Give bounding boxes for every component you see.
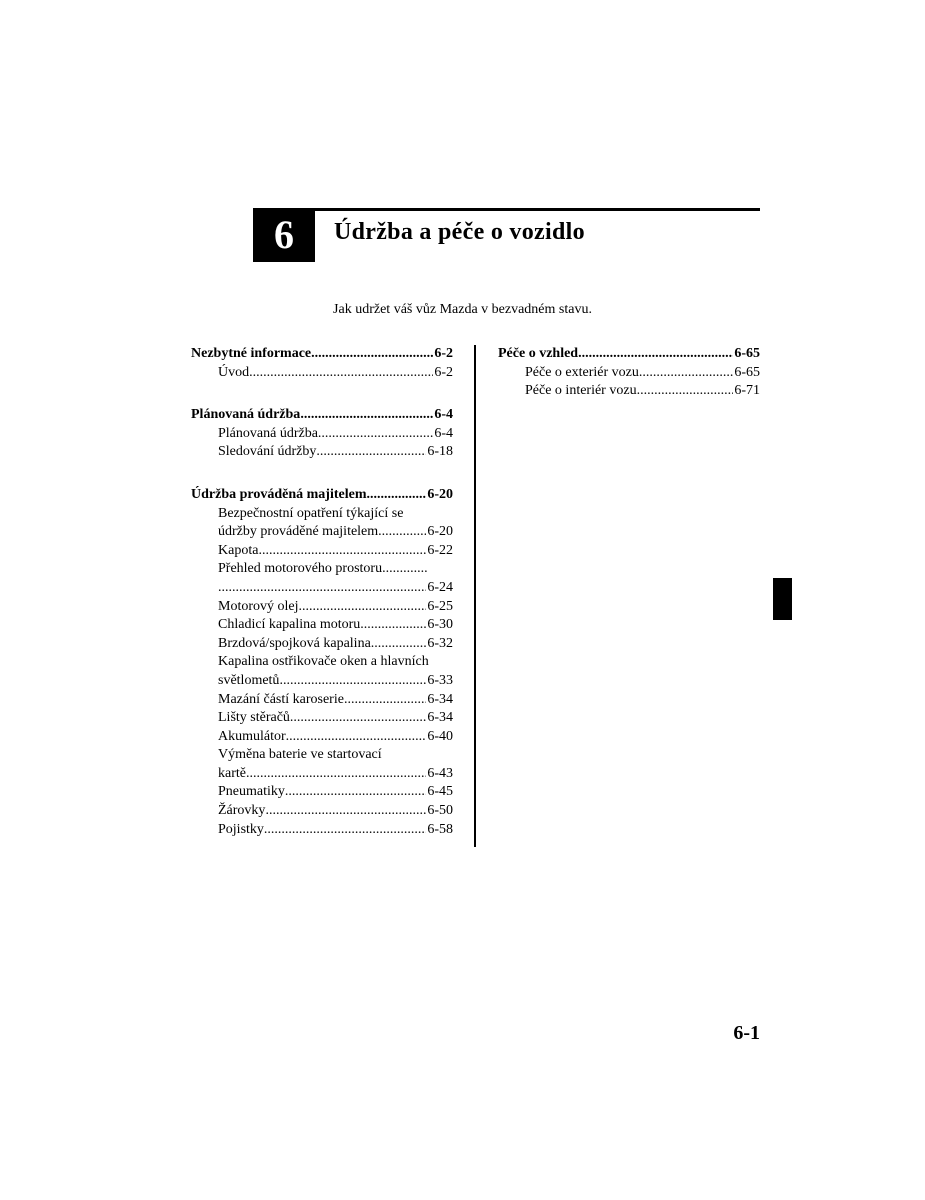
entry-page: 6-20 [427,524,453,540]
entry-text: Žárovky [218,803,266,819]
leader-dots [367,486,427,505]
entry-text: kartě [218,765,246,781]
section-page: 6-4 [434,407,453,423]
entry-page: 6-2 [434,364,453,380]
toc-entry[interactable] [191,616,453,635]
toc-entry[interactable] [191,598,453,617]
toc-section [191,345,453,382]
chapter-title: Údržba a péče o vozidlo [334,219,585,245]
toc-entry-lead: Přehled motorového prostoru............. [218,561,428,577]
entry-page: 6-65 [734,364,760,380]
leader-dots [371,635,427,654]
leader-dots [378,523,426,542]
chapter-intro: Jak udržet váš vůz Mazda v bezvadném stavu. [333,302,592,317]
leader-dots [286,728,427,747]
entry-text: Péče o interiér vozu [525,383,637,399]
entry-page: 6-34 [427,710,453,726]
toc-section-title[interactable] [191,345,453,364]
entry-page: 6-34 [427,691,453,707]
leader-dots [300,406,433,425]
leader-dots [318,425,433,444]
column-divider [474,345,476,847]
entry-text: Péče o exteriér vozu [525,364,639,380]
section-page: 6-2 [434,346,453,361]
toc-entry[interactable] [191,443,453,462]
entry-text: Pneumatiky [218,784,285,800]
leader-dots [637,382,734,401]
entry-text: Úvod [218,364,250,380]
toc-section-title[interactable] [191,486,453,505]
toc-entry[interactable] [498,364,760,383]
toc-entry[interactable] [191,821,453,840]
toc-entry[interactable] [191,802,453,821]
toc-entry[interactable] [191,542,453,561]
page-number: 6-1 [733,1022,760,1044]
entry-text: údržby prováděné majitelem [218,524,379,540]
toc-entry-lead: Bezpečnostní opatření týkající se [218,505,404,521]
section-title-text: Nezbytné informace [191,346,312,361]
toc-entry[interactable] [191,672,453,691]
entry-page: 6-33 [427,672,453,688]
toc-entry[interactable] [191,635,453,654]
leader-dots [578,345,733,364]
entry-text: Brzdová/spojková kapalina [218,635,371,651]
entry-text: Sledování údržby [218,444,317,460]
toc-entry[interactable] [498,382,760,401]
leader-dots [249,364,433,383]
leader-dots [279,672,426,691]
leader-dots [246,765,426,784]
entry-page: 6-43 [427,765,453,781]
leader-dots [265,802,426,821]
leader-dots [360,616,426,635]
toc-section [498,345,760,401]
entry-text: Akumulátor [218,728,286,744]
toc-entry[interactable] [191,783,453,802]
leader-dots [290,709,426,728]
leader-dots [316,443,426,462]
leader-dots [285,783,426,802]
toc-section-title[interactable] [191,406,453,425]
toc-entry[interactable] [191,765,453,784]
chapter-number: 6 [253,208,315,262]
entry-text: světlometů [218,672,280,688]
toc-entry[interactable] [191,523,453,542]
entry-text: Pojistky [218,821,264,837]
entry-page: 6-30 [427,617,453,633]
entry-page: 6-45 [427,784,453,800]
toc-entry[interactable] [191,728,453,747]
leader-dots [218,579,426,598]
section-page: 6-20 [427,486,453,502]
toc-entry[interactable] [191,709,453,728]
leader-dots [299,598,427,617]
toc-entry[interactable] [191,579,453,598]
toc-entry-lead: Výměna baterie ve startovací [218,747,382,763]
leader-dots [311,345,433,364]
leader-dots [264,821,426,840]
toc-entry[interactable] [191,691,453,710]
section-title-text: Péče o vzhled [498,346,579,361]
entry-text: Kapota [218,542,259,558]
toc-entry[interactable] [191,364,453,383]
toc-entry[interactable] [191,425,453,444]
entry-page: 6-71 [734,383,760,399]
toc-left-column [191,345,453,863]
section-title-text: Údržba prováděná majitelem [191,486,367,502]
entry-page: 6-4 [434,425,453,441]
toc-entry-lead: Kapalina ostřikovače oken a hlavních [218,654,429,670]
entry-text: Mazání částí karoserie [218,691,344,707]
entry-page: 6-32 [427,635,453,651]
chapter-side-tab [773,578,792,620]
entry-page: 6-25 [427,598,453,614]
toc-section-title[interactable] [498,345,760,364]
toc-section [191,406,453,462]
entry-page: 6-50 [427,803,453,819]
entry-text: Chladicí kapalina motoru [218,617,361,633]
leader-dots [639,364,733,383]
entry-page: 6-40 [427,728,453,744]
toc-right-column [498,345,760,425]
title-rule [315,208,760,211]
section-title-text: Plánovaná údržba [191,407,301,423]
entry-page: 6-22 [427,542,453,558]
entry-page: 6-18 [427,444,453,460]
toc-section [191,486,453,839]
entry-page: 6-24 [427,579,453,595]
entry-text: Lišty stěračů [218,710,290,726]
entry-page: 6-58 [427,821,453,837]
entry-text: Motorový olej [218,598,299,614]
leader-dots [344,691,426,710]
section-page: 6-65 [734,346,760,361]
leader-dots [258,542,426,561]
entry-text: Plánovaná údržba [218,425,318,441]
